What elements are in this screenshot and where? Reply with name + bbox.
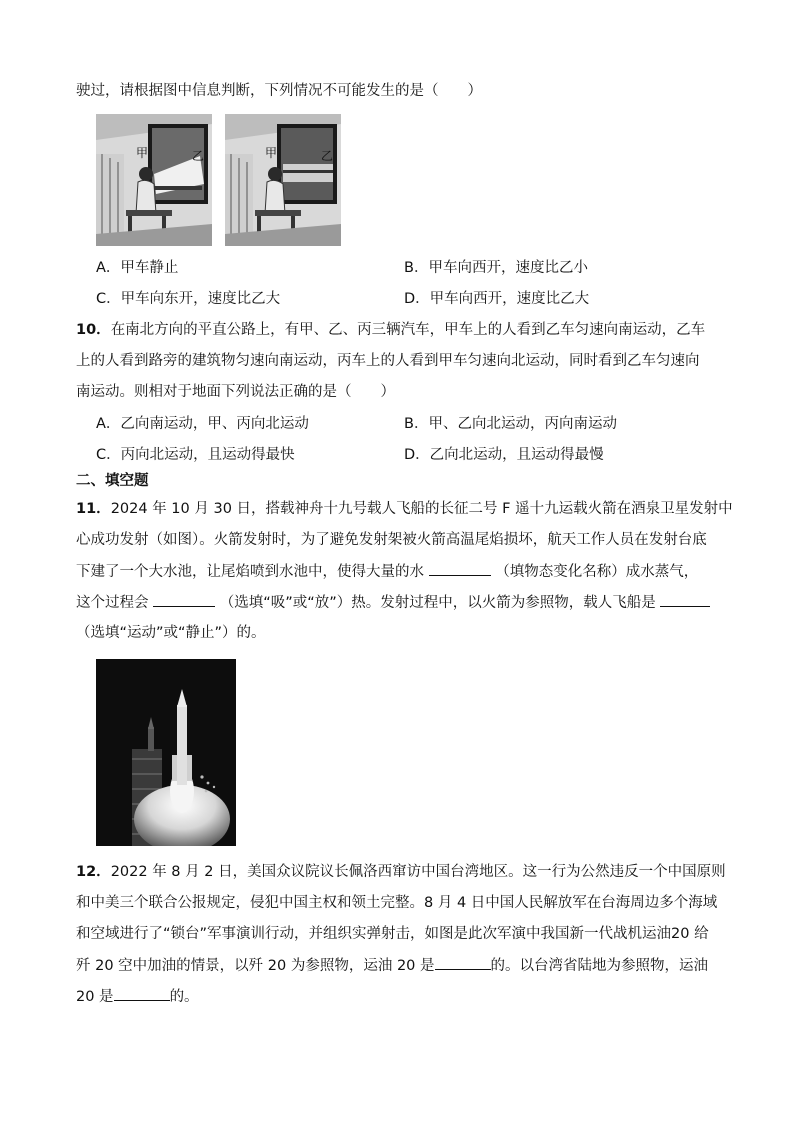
- q12-blank-1[interactable]: [435, 955, 491, 970]
- q12-line-2: 和中美三个联合公报规定，侵犯中国主权和领土完整。8 月 4 日中国人民解放军在台海周边多个海域: [76, 895, 718, 911]
- q11-number: 11．: [76, 501, 111, 517]
- q12-text-4a: 歼 20 空中加油的情景，以歼 20 为参照物，运油 20 是: [76, 958, 435, 974]
- q12-blank-2[interactable]: [114, 986, 170, 1001]
- q12-text-5a: 20 是: [76, 989, 114, 1005]
- q11-text-1: 2024 年 10 月 30 日，搭载神舟十九号载人飞船的长征二号 F 遥十九运载火箭在酒泉卫星发射中: [110, 501, 733, 517]
- q11-text-3b: （填物态变化名称）成水蒸气，: [495, 564, 699, 580]
- q10-line-1: [76, 320, 705, 340]
- q10-option-b: B．甲、乙向北运动，丙向南运动: [404, 416, 617, 432]
- q11-text-4a: 这个过程会: [76, 595, 149, 611]
- q12-line-4: [76, 955, 708, 976]
- q9-right-label-yi: 乙: [321, 149, 334, 163]
- q9-stem-tail: 驶过，请根据图中信息判断，下列情况不可能发生的是（ ）: [76, 83, 482, 99]
- q11-text-4b: （选填“吸”或“放”）热。发射过程中，以火箭为参照物，载人飞船是: [219, 595, 656, 611]
- q12-text-5b: 的。: [169, 989, 199, 1005]
- q11-rocket-launch-photo: [96, 659, 236, 846]
- q9-option-d: D．甲车向西开，速度比乙大: [404, 291, 590, 307]
- section-title-fill-blank: 二、填空题: [76, 473, 149, 489]
- q12-text-1: 2022 年 8 月 2 日，美国众议院议长佩洛西窜访中国台湾地区。这一行为公然违反一个中国原则: [110, 864, 726, 880]
- q9-option-a: A．甲车静止: [96, 260, 179, 276]
- q12-text-4b: 的。以台湾省陆地为参照物，运油: [490, 958, 709, 974]
- q9-left-label-yi: 乙: [192, 149, 205, 163]
- q12-number: 12．: [76, 864, 111, 880]
- q11-text-3a: 下建了一个大水池，让尾焰喷到水池中，使得大量的水: [76, 564, 424, 580]
- q10-option-a: A．乙向南运动，甲、丙向北运动: [96, 416, 309, 432]
- q11-line-3: [76, 561, 698, 582]
- q9-figure-left: [96, 114, 212, 246]
- q9-option-b: B．甲车向西开，速度比乙小: [404, 260, 588, 276]
- q11-line-4: [76, 592, 710, 613]
- q10-option-d: D．乙向北运动，且运动得最慢: [404, 447, 604, 463]
- q10-text-1: 在南北方向的平直公路上，有甲、乙、丙三辆汽车，甲车上的人看到乙车匀速向南运动，乙车: [110, 322, 706, 338]
- q9-figure-right: [225, 114, 341, 246]
- q9-left-label-jia: 甲: [136, 146, 149, 160]
- q11-blank-2[interactable]: [153, 592, 215, 607]
- q11-blank-3[interactable]: [660, 592, 710, 607]
- q12-line-5: [76, 986, 199, 1007]
- q11-line-1: [76, 499, 733, 519]
- q10-line-2: 上的人看到路旁的建筑物匀速向南运动，丙车上的人看到甲车匀速向北运动，同时看到乙车匀速向: [76, 353, 700, 369]
- q11-line-2: 心成功发射（如图）。火箭发射时，为了避免发射架被火箭高温尾焰损坏，航天工作人员在发射台底: [76, 532, 707, 548]
- q12-line-1: [76, 862, 726, 882]
- q10-number: 10．: [76, 322, 111, 338]
- q12-line-3: 和空域进行了“锁台”军事演训行动，并组织实弹射击，如图是此次军演中我国新一代战机运油20 给: [76, 926, 709, 942]
- q9-right-label-jia: 甲: [265, 146, 278, 160]
- q9-option-c: C．甲车向东开，速度比乙大: [96, 291, 281, 307]
- q11-line-5: （选填“运动”或“静止”）的。: [76, 625, 266, 641]
- q10-option-c: C．丙向北运动，且运动得最快: [96, 447, 295, 463]
- q10-line-3: 南运动。则相对于地面下列说法正确的是（ ）: [76, 384, 395, 400]
- q11-blank-1[interactable]: [429, 561, 491, 576]
